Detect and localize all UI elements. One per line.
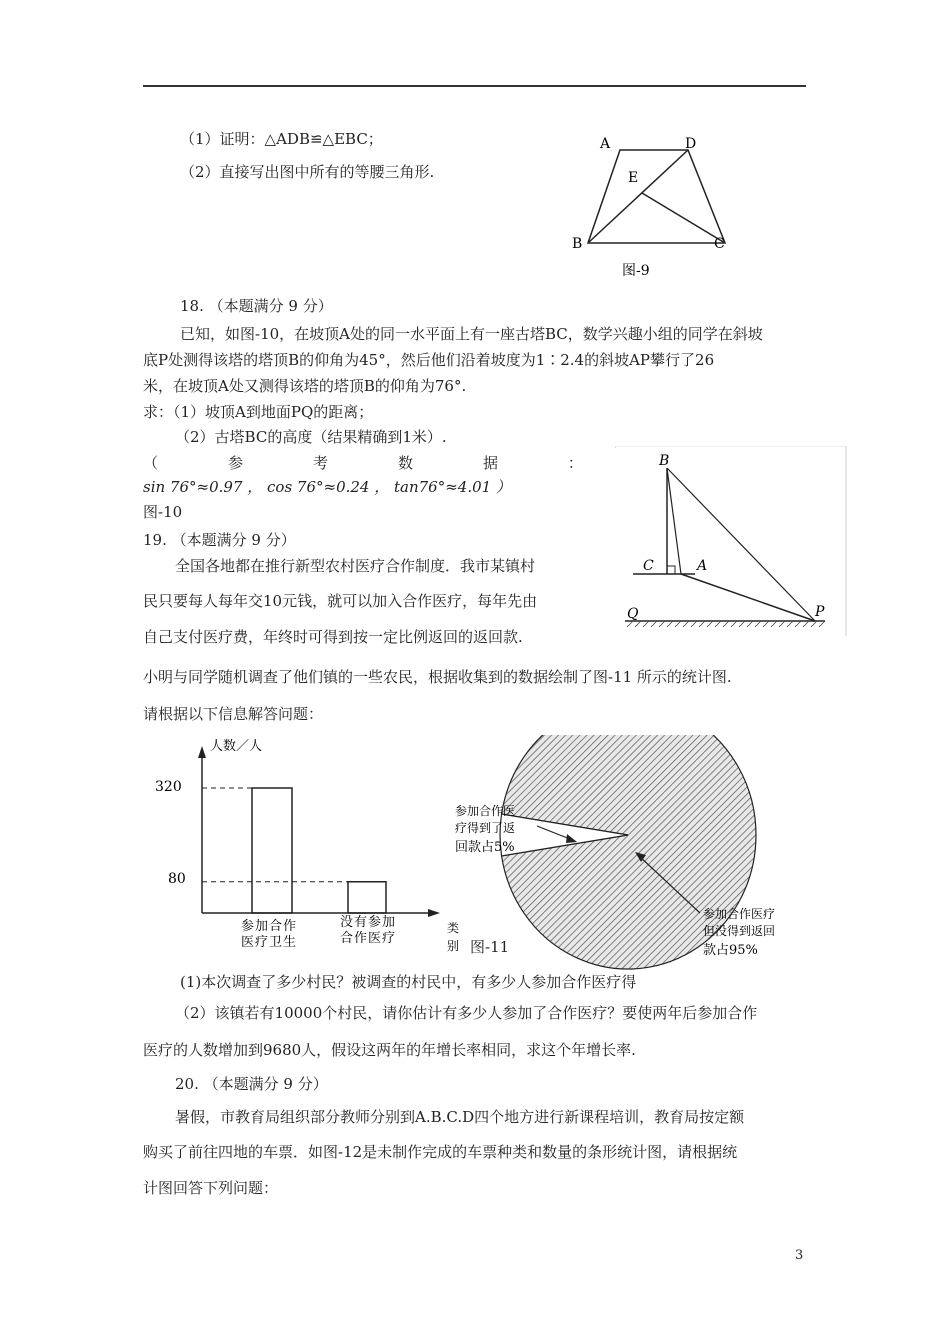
trapezoid-abcd <box>588 150 725 243</box>
slope-ap <box>681 574 815 621</box>
q19-question2b: 医疗的人数增加到9680人，假设这两年的年增长率相同，求这个年增长率. <box>143 1041 636 1059</box>
label-c: C <box>714 236 725 252</box>
bar-0 <box>252 788 292 913</box>
pie-label-5-line: 回款占5% <box>455 840 515 855</box>
q18-line4: 求：（1）坡顶A到地面PQ的距离； <box>143 403 374 421</box>
y-axis-label: 人数／人 <box>210 739 263 754</box>
q20-line3: 计图回答下列问题： <box>143 1179 279 1197</box>
q18-line2: 底P处测得该塔的塔顶B的仰角为45°，然后他们沿着坡度为1∶2.4的斜坡AP攀行了26 <box>143 351 715 369</box>
q18-figure-caption: 图-10 <box>143 503 183 521</box>
label-q: Q <box>627 606 639 622</box>
label-a: A <box>697 558 708 574</box>
q19-line2: 民只要每人每年交10元钱，就可以加入合作医疗，每年先由 <box>143 592 538 610</box>
ref-char: 参 <box>227 454 243 472</box>
figure-11-caption: 图-11 <box>470 938 510 956</box>
page-number: 3 <box>795 1248 804 1263</box>
q19-line4: 小明与同学随机调查了他们镇的一些农民，根据收集到的数据绘制了图-11 所示的统计图. <box>143 668 732 686</box>
figure-11-bar-chart <box>150 732 460 957</box>
ref-char: 考 <box>312 454 328 472</box>
pie-label-95-line: 参加合作医疗 <box>703 907 776 921</box>
pie-label-5-line: 参加合作医 <box>455 804 516 818</box>
q18-line1: 已知，如图-10，在坡顶A处的同一水平面上有一座古塔BC，数学兴趣小组的同学在斜坡 <box>180 325 763 343</box>
diagonal-bd <box>588 150 688 243</box>
q20-header: 20. （本题满分 9 分） <box>175 1075 328 1093</box>
figure-11-pie-chart <box>445 735 805 970</box>
q19-header: 19. （本题满分 9 分） <box>143 531 296 549</box>
ref-char: ： <box>567 454 583 472</box>
label-c: C <box>643 558 654 574</box>
ref-char: 据 <box>482 454 498 472</box>
label-d: D <box>685 136 697 152</box>
ref-char: 数 <box>397 454 413 472</box>
x-axis-arrow <box>428 909 440 917</box>
q18-reference-label <box>143 452 583 473</box>
pie-label-95-line: 但没得到返回 <box>703 924 776 938</box>
x-axis-label-2: 别 <box>447 939 460 953</box>
category-label-line: 参加合作 <box>241 919 298 934</box>
segment-ec <box>642 193 725 243</box>
line-ba <box>667 468 681 574</box>
category-label-line: 医疗卫生 <box>241 935 298 950</box>
ground-hatching <box>627 621 825 627</box>
q19-line5: 请根据以下信息解答问题： <box>143 705 324 723</box>
q18-reference-values: sin 76°≈0.97 ， cos 76°≈0.24 ， tan76°≈4.01 ） <box>143 478 511 496</box>
label-b: B <box>659 453 670 469</box>
q18-line3: 米，在坡顶A处又测得该塔的塔顶B的仰角为76°. <box>143 377 467 395</box>
header-rule <box>143 85 806 87</box>
figure-9-caption: 图-9 <box>622 263 650 279</box>
pie-label-95-line: 款占95% <box>703 943 758 958</box>
label-b: B <box>572 236 583 252</box>
pie-label-5-line: 疗得到了返 <box>455 821 516 835</box>
bar-group <box>202 788 386 913</box>
y-tick-320: 320 <box>155 779 182 795</box>
q18-header: 18. （本题满分 9 分） <box>180 297 333 315</box>
q18-line5: （2）古塔BC的高度（结果精确到1米）. <box>175 428 447 446</box>
label-a: A <box>600 136 611 152</box>
y-tick-80: 80 <box>168 871 186 887</box>
q20-line2: 购买了前往四地的车票．如图-12是未制作完成的车票种类和数量的条形统计图，请根据统 <box>143 1143 738 1161</box>
y-axis-arrow <box>198 746 206 758</box>
x-axis-label-1: 类 <box>447 921 460 935</box>
q19-line1: 全国各地都在推行新型农村医疗合作制度．我市某镇村 <box>175 557 536 575</box>
bar-1 <box>348 882 386 913</box>
q20-line1: 暑假，市教育局组织部分教师分别到A.B.C.D四个地方进行新课程培训，教育局按定额 <box>175 1108 745 1126</box>
figure-10 <box>615 446 847 636</box>
category-label-line: 合作医疗 <box>340 931 397 946</box>
figure-9 <box>560 128 740 283</box>
q19-line3: 自己支付医疗费，年终时可得到按一定比例返回的返回款. <box>143 628 523 646</box>
q19-question2a: （2）该镇若有10000个村民，请你估计有多少人参加了合作医疗？要使两年后参加合作 <box>175 1004 758 1022</box>
right-angle-mark <box>667 566 675 574</box>
q17-part1: （1）证明：△ADB≌△EBC； <box>180 130 383 148</box>
ref-char: （ <box>143 454 159 472</box>
category-label-line: 没有参加 <box>340 915 397 930</box>
label-e: E <box>628 170 639 186</box>
q17-part2: （2）直接写出图中所有的等腰三角形. <box>180 163 435 181</box>
label-p: P <box>815 604 825 620</box>
q19-question1: (1)本次调查了多少村民？被调查的村民中，有多少人参加合作医疗得 <box>180 973 637 991</box>
line-bp <box>667 468 815 621</box>
